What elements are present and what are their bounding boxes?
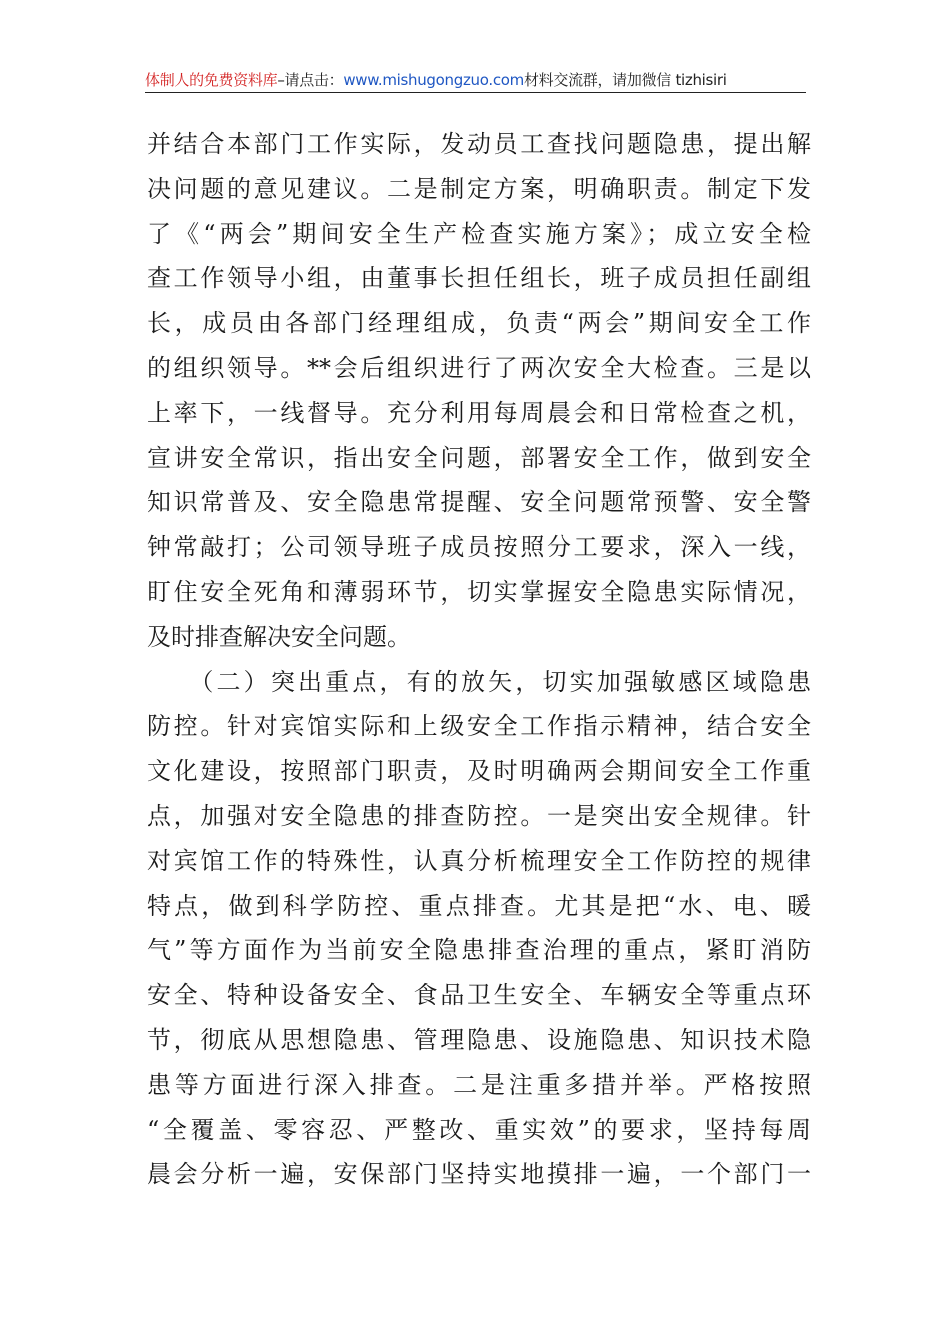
- text-line: 知识常普及、安全隐患常提醒、安全问题常预警、安全警: [147, 488, 811, 517]
- text-line: 气”等方面作为当前安全隐患排查治理的重点，紧盯消防: [147, 936, 811, 965]
- section-heading-line: （二）突出重点，有的放矢，切实加强敏感区域隐患: [147, 667, 811, 696]
- text-line: “全覆盖、零容忍、严整改、重实效”的要求，坚持每周: [147, 1115, 811, 1144]
- header-brand: 体制人的免费资料库: [145, 71, 278, 89]
- text-line: 上率下，一线督导。充分利用每周晨会和日常检查之机，: [147, 398, 811, 427]
- text-line: 安全、特种设备安全、食品卫生安全、车辆安全等重点环: [147, 981, 811, 1010]
- header-note: 材料交流群，请加微信 tizhisiri: [523, 71, 727, 89]
- text-line: 决问题的意见建议。二是制定方案，明确职责。制定下发: [147, 174, 811, 203]
- text-line: 文化建设，按照部门职责，及时明确两会期间安全工作重: [147, 757, 811, 786]
- text-line: 的组织领导。**会后组织进行了两次安全大检查。三是以: [147, 353, 811, 382]
- text-line: 节，彻底从思想隐患、管理隐患、设施隐患、知识技术隐: [147, 1025, 811, 1054]
- document-body: [147, 122, 811, 1197]
- text-line: 长，成员由各部门经理组成，负责“两会”期间安全工作: [147, 309, 811, 338]
- header-url-link[interactable]: www.mishugongzuo.com: [343, 71, 524, 89]
- text-line: 特点，做到科学防控、重点排查。尤其是把“水、电、暖: [147, 891, 811, 920]
- text-line: 防控。针对宾馆实际和上级安全工作指示精神，结合安全: [147, 712, 811, 741]
- text-line: 查工作领导小组，由董事长担任组长，班子成员担任副组: [147, 264, 811, 293]
- text-line: 盯住安全死角和薄弱环节，切实掌握安全隐患实际情况，: [147, 577, 811, 606]
- text-line: 对宾馆工作的特殊性，认真分析梳理安全工作防控的规律: [147, 846, 811, 875]
- text-line: 了《“两会”期间安全生产检查实施方案》；成立安全检: [147, 219, 811, 248]
- text-line: 宣讲安全常识，指出安全问题，部署安全工作，做到安全: [147, 443, 811, 472]
- text-line: 晨会分析一遍，安保部门坚持实地摸排一遍，一个部门一: [147, 1160, 811, 1189]
- page-header: [145, 70, 806, 93]
- text-line: 点，加强对安全隐患的排查防控。一是突出安全规律。针: [147, 801, 811, 830]
- text-line: 并结合本部门工作实际，发动员工查找问题隐患，提出解: [147, 130, 811, 158]
- text-line: 及时排查解决安全问题。: [147, 622, 411, 651]
- text-line: 钟常敲打；公司领导班子成员按照分工要求，深入一线，: [147, 533, 811, 562]
- header-prompt: –请点击：: [277, 71, 344, 89]
- text-line: 患等方面进行深入排查。二是注重多措并举。严格按照: [147, 1070, 811, 1099]
